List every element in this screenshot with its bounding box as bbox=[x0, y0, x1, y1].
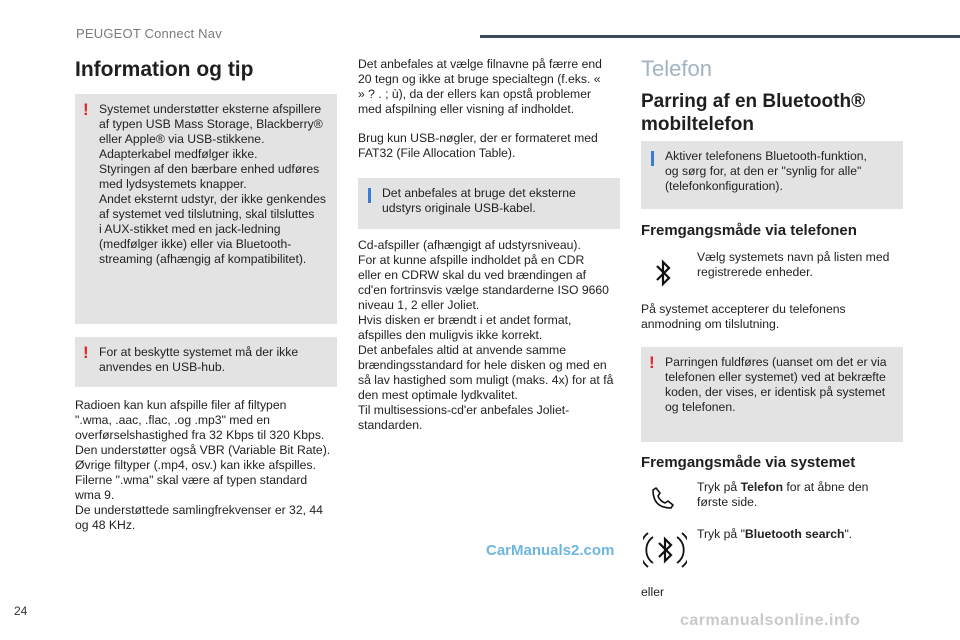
warning-note-pairing bbox=[641, 347, 903, 442]
warning-note-hub bbox=[75, 337, 337, 387]
filename-paragraph: Det anbefales at vælge filnavne på færre end 20 tegn og ikke at bruge specialtegn (f.eks. « » ? . ; ù), da der ellers kan opstå problemer med afspilning eller visning af indholdet. bbox=[358, 57, 602, 116]
warning-note-text: For at beskytte systemet må der ikke anvendes en USB-hub. bbox=[99, 345, 299, 374]
info-icon bbox=[368, 188, 371, 203]
phone-icon bbox=[645, 482, 679, 516]
subheading-via-phone: Fremgangsmåde via telefonen bbox=[641, 222, 857, 239]
step-text-pre: Tryk på bbox=[697, 480, 741, 494]
section-heading-info: Information og tip bbox=[75, 58, 254, 81]
header-title: PEUGEOT Connect Nav bbox=[76, 26, 222, 41]
heading-line-1: Parring af en Bluetooth® bbox=[641, 91, 866, 112]
step-press-telefon bbox=[697, 480, 902, 510]
fat32-paragraph: Brug kun USB-nøgler, der er formateret med FAT32 (File Allocation Table). bbox=[358, 131, 598, 160]
file-format-paragraph: Radioen kan kun afspille filer af filtypen ".wma, .aac, .flac, .og .mp3" med en overførselshastighed fra 32 Kbps til 320 Kbps. Den understøtter også VBR (Variable Bit Rate). Øvrige filtyper (.mp4, osv.) kan ikke afspilles. Filerne ".wma" skal være af typen standard wma 9. De understøttede samlingfrekvenser er 32, 44 og 48 KHz. bbox=[75, 398, 331, 532]
step-text-bold: Bluetooth search bbox=[744, 527, 845, 541]
heading-line-2: mobiltelefon bbox=[641, 114, 754, 135]
step-text-bold: Telefon bbox=[740, 480, 784, 494]
step-accept-request: På systemet accepterer du telefonens anmodning om tilslutning. bbox=[641, 302, 846, 331]
warning-icon: ! bbox=[83, 343, 89, 362]
step-text-pre: Tryk på " bbox=[697, 527, 745, 541]
subheading-via-system: Fremgangsmåde via systemet bbox=[641, 454, 856, 471]
bluetooth-search-icon bbox=[643, 527, 687, 573]
header-bar bbox=[480, 35, 960, 38]
step-text-post: for at åbne den første side. bbox=[697, 480, 869, 509]
section-heading-pairing bbox=[641, 90, 903, 136]
footer-url[interactable]: carmanualsonline.info bbox=[680, 612, 861, 629]
info-note-text: Aktiver telefonens Bluetooth-funktion, og sørg for, at den er "synlig for alle" (telefonkonfiguration). bbox=[665, 149, 867, 193]
step-bluetooth-search bbox=[697, 527, 902, 542]
page-number: 24 bbox=[14, 604, 28, 618]
step-select-system: Vælg systemets navn på listen med registrerede enheder. bbox=[697, 250, 890, 279]
info-note-text: Det anbefales at bruge det eksterne udstyrs originale USB-kabel. bbox=[382, 186, 576, 215]
info-note-bluetooth bbox=[641, 141, 903, 209]
bluetooth-icon bbox=[648, 256, 678, 290]
warning-note-text: Systemet understøtter eksterne afspillere af typen USB Mass Storage, Blackberry® eller Apple® via USB-stikkene. Adapterkabel medfølger ikke. Styringen af den bærbare enhed udføres med lydsystemets knapper. Andet eksternt udstyr, der ikke genkendes af systemet ved tilslutning, skal tilsluttes i AUX-stikket med en jack-ledning (medfølger ikke) eller via Bluetooth- streaming (afhængig af kompatibilitet). bbox=[99, 102, 326, 266]
warning-note-usb bbox=[75, 94, 337, 324]
info-note-cable bbox=[358, 178, 620, 229]
watermark-link[interactable]: CarManuals2.com bbox=[486, 542, 615, 559]
info-icon bbox=[651, 151, 654, 166]
or-text: eller bbox=[641, 585, 665, 599]
chapter-title-telefon: Telefon bbox=[641, 56, 712, 81]
cd-paragraph: Cd-afspiller (afhængigt af udstyrsniveau). For at kunne afspille indholdet på en CDR eller en CDRW skal du ved brændingen af cd'en fortrinsvis vælge standarderne ISO 9660 niveau 1, 2 eller Joliet. Hvis disken er brændt i et andet format, afspilles den muligvis ikke korrekt. Det anbefales altid at anvende samme brændingsstandard for hele disken og med en så lav hastighed som muligt (maks. 4x) for at få den mest optimale lydkvalitet. Til multisessions-cd'er anbefales Joliet- standarden. bbox=[358, 238, 614, 432]
warning-icon: ! bbox=[649, 353, 655, 372]
warning-note-text: Parringen fuldføres (uanset om det er via telefonen eller systemet) ved at bekræfte koden, der vises, er identisk på systemet og telefonen. bbox=[665, 355, 887, 414]
warning-icon: ! bbox=[83, 100, 89, 119]
step-text-post: ". bbox=[844, 527, 853, 541]
